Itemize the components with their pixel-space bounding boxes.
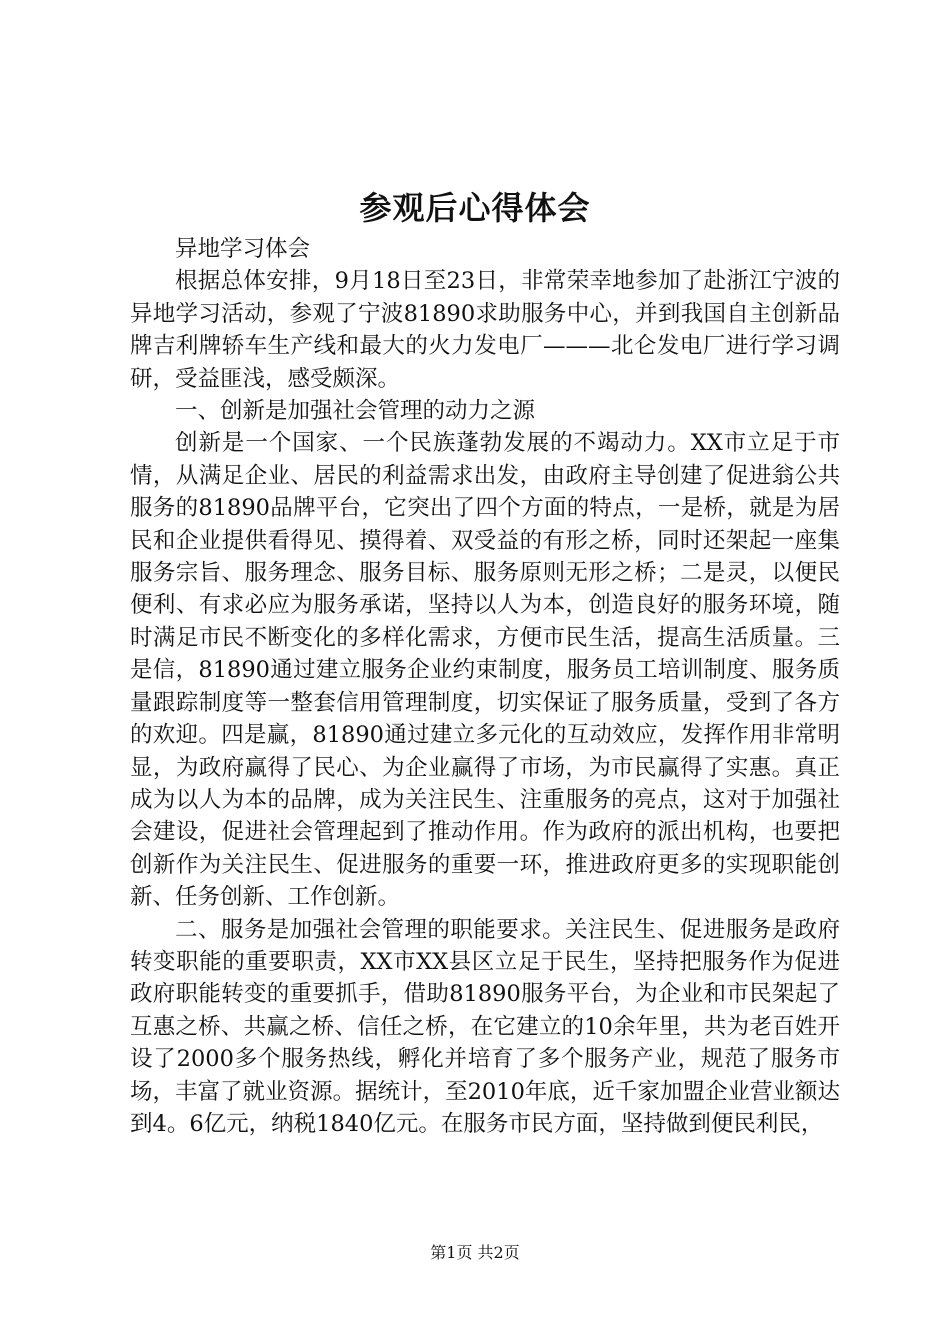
- paragraph-innovation: 创新是一个国家、一个民族蓬勃发展的不竭动力。XX市立足于市情，从满足企业、居民的利益需求出发，由政府主导创建了促进翁公共服务的81890品牌平台，它突出了四个方面的特点，一是桥，就是为居民和企业提供看得见、摸得着、双受益的有形之桥，同时还架起一座集服务宗旨、服务理念、服务目标、服务原则无形之桥；二是灵，以便民便利、有求必应为服务承诺，坚持以人为本，创造良好的服务环境，随时满足市民不断变化的多样化需求，方便市民生活，提高生活质量。三是信，81890通过建立服务企业约束制度，服务员工培训制度、服务质量跟踪制度等一整套信用管理制度，切实保证了服务质量，受到了各方的欢迎。四是赢，81890通过建立多元化的互动效应，发挥作用非常明显，为政府赢得了民心、为企业赢得了市场，为市民赢得了实惠。真正成为以人为本的品牌，成为关注民生、注重服务的亮点，这对于加强社会建设，促进社会管理起到了推动作用。作为政府的派出机构，也要把创新作为关注民生、促进服务的重要一环，推进政府更多的实现职能创新、任务创新、工作创新。: [130, 430, 840, 911]
- paragraph-subtitle: 异地学习体会: [175, 236, 311, 262]
- paragraph-service: 二、服务是加强社会管理的职能要求。关注民生、促进服务是政府转变职能的重要职责，XX市XX县区立足于民生，坚持把服务作为促进政府职能转变的重要抓手，借助81890服务平台，为企业和市民架起了互惠之桥、共赢之桥、信任之桥，在它建立的10余年里，共为老百姓开设了2000多个服务热线，孵化并培育了多个服务产业，规范了服务市场，丰富了就业资源。据统计，至2010年底，近千家加盟企业营业额达到4。6亿元，纳税1840亿元。在服务市民方面，坚持做到便民利民，: [130, 916, 840, 1137]
- paragraph-intro: 根据总体安排，9月18日至23日，非常荣幸地参加了赴浙江宁波的异地学习活动，参观了宁波81890求助服务中心，并到我国自主创新品牌吉利牌轿车生产线和最大的火力发电厂———北仑发电厂进行学习调研，受益匪浅，感受颇深。: [130, 268, 840, 392]
- document-title: 参观后心得体会: [359, 189, 591, 227]
- page-number-footer: 第1页 共2页: [430, 1243, 520, 1262]
- document-body: [130, 233, 840, 1140]
- section-heading-1: 一、创新是加强社会管理的动力之源: [175, 398, 536, 425]
